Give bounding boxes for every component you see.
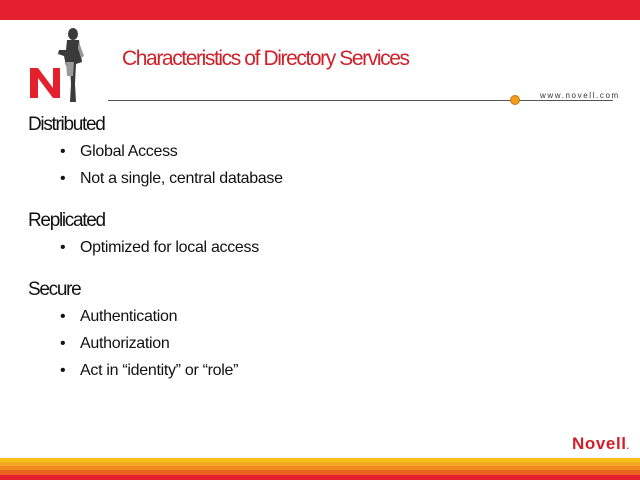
- section-distributed: [28, 112, 588, 192]
- bullet-item: [28, 357, 588, 384]
- bullet-text: Authentication: [80, 308, 178, 325]
- novell-logo: [26, 26, 96, 106]
- bullet-list: [28, 234, 588, 261]
- title-divider: [108, 100, 613, 101]
- footer-stripe: [0, 475, 640, 480]
- bullet-text: Authorization: [80, 335, 170, 352]
- bullet-text: Global Access: [80, 143, 178, 160]
- bullet-item: [28, 330, 588, 357]
- orange-dot-icon: [510, 95, 520, 105]
- brand-name: Novell: [572, 434, 627, 453]
- bullet-text: Not a single, central database: [80, 170, 283, 187]
- brand-dot: .: [626, 441, 630, 451]
- bullet-item: [28, 165, 588, 192]
- bullet-icon: •: [60, 308, 66, 325]
- slide-content: [28, 112, 588, 400]
- bullet-text: Optimized for local access: [80, 239, 259, 256]
- section-heading: Replicated: [28, 210, 105, 231]
- site-url: www.novell.com: [540, 91, 620, 100]
- bullet-icon: •: [60, 170, 66, 187]
- bullet-item: [28, 303, 588, 330]
- novell-n-logo-icon: [26, 26, 96, 106]
- bullet-text: Act in “identity” or “role”: [80, 362, 239, 379]
- bullet-item: [28, 138, 588, 165]
- novell-wordmark: [572, 434, 629, 454]
- bullet-icon: •: [60, 239, 66, 256]
- slide-title: Characteristics of Directory Services: [122, 47, 409, 70]
- section-heading: Secure: [28, 279, 81, 300]
- bullet-list: [28, 303, 588, 384]
- bullet-item: [28, 234, 588, 261]
- section-replicated: [28, 208, 588, 261]
- top-red-bar: [0, 0, 640, 20]
- bullet-icon: •: [60, 362, 66, 379]
- section-secure: [28, 277, 588, 384]
- bullet-icon: •: [60, 143, 66, 160]
- bullet-icon: •: [60, 335, 66, 352]
- section-heading: Distributed: [28, 114, 105, 135]
- bullet-list: [28, 138, 588, 192]
- footer-stripes: [0, 458, 640, 480]
